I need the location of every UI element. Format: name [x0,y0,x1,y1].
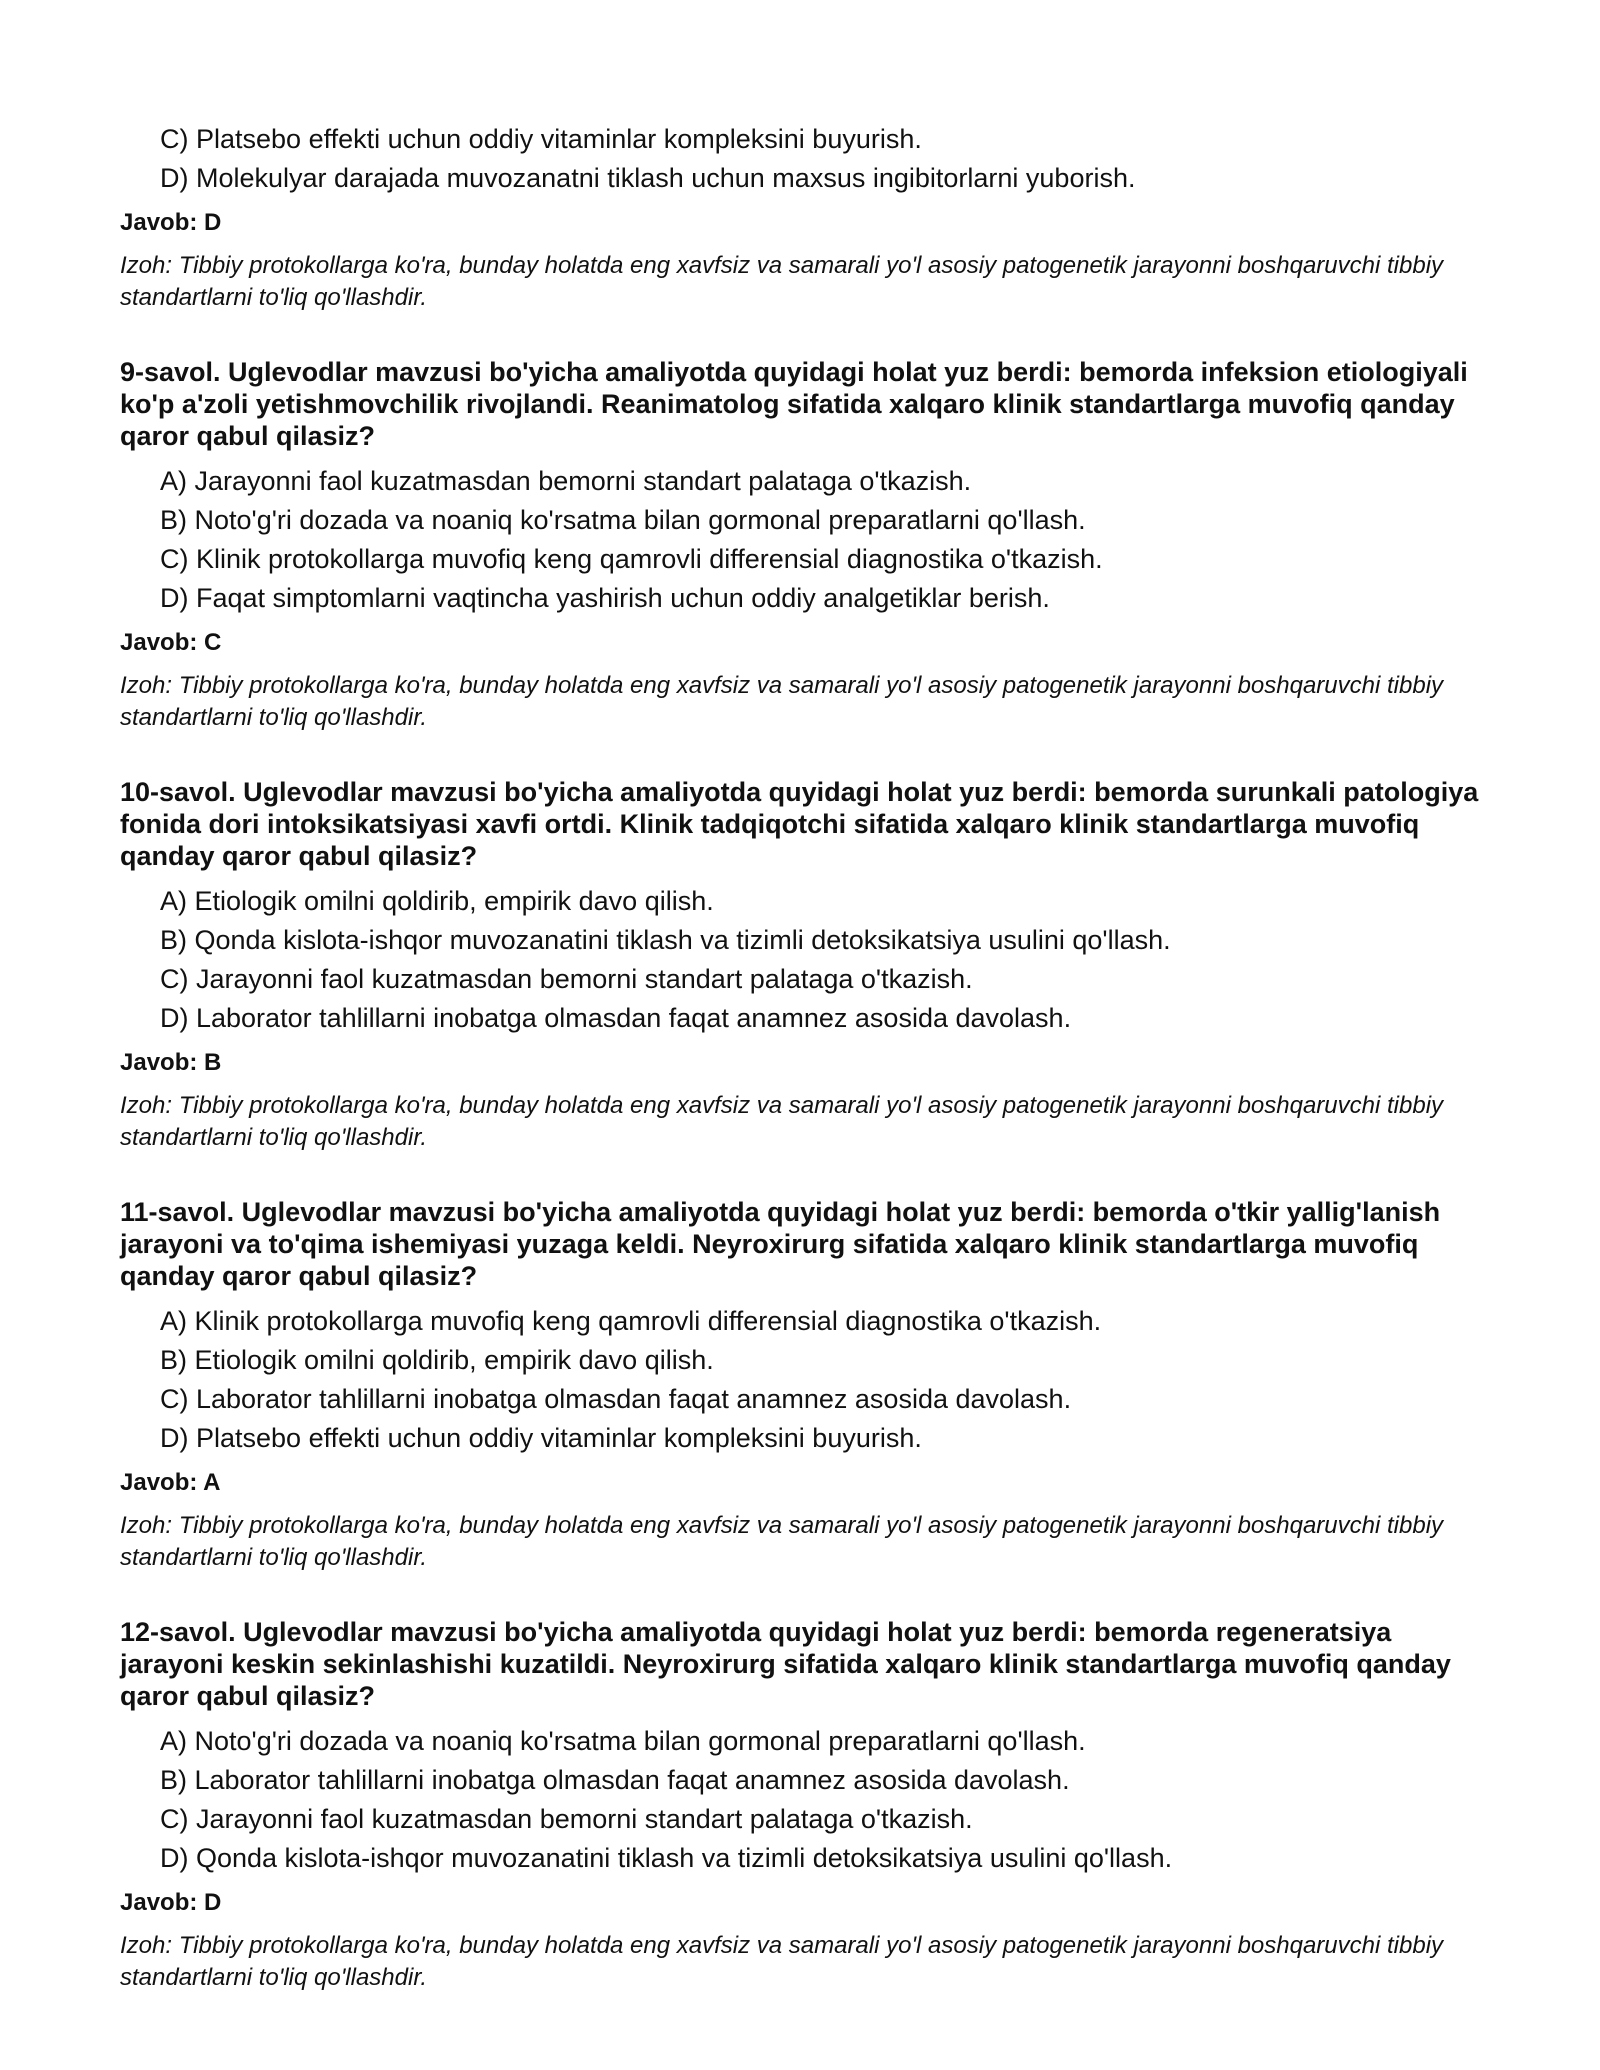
answer-option: C) Platsebo effekti uchun oddiy vitaminlar kompleksini buyurish. [160,124,922,154]
answer-option: D) Laborator tahlillarni inobatga olmasdan faqat anamnez asosida davolash. [160,1003,1072,1033]
correct-answer: Javob: D [120,1889,222,1916]
answer-option: A) Etiologik omilni qoldirib, empirik davo qilish. [160,886,714,916]
answer-option: B) Noto'g'ri dozada va noaniq ko'rsatma bilan gormonal preparatlarni qo'llash. [160,505,1086,535]
question-text: 9-savol. Uglevodlar mavzusi bo'yicha amaliyotda quyidagi holat yuz berdi: bemorda infeksion etiologiyali ko'p a'zoli yetishmovchilik rivojlandi. Reanimatolog sifatida xalqaro klinik standartlarga muvofiq qanday qaror qabul qilasiz? [120,357,1468,451]
explanation-note: Izoh: Tibbiy protokollarga ko'ra, bunday holatda eng xavfsiz va samarali yo'l asosiy patogenetik jarayonni boshqaruvchi tibbiy standartlarni to'liq qo'llashdir. [120,1932,1444,1991]
answer-option: D) Molekulyar darajada muvozanatni tiklash uchun maxsus ingibitorlarni yuborish. [160,163,1136,193]
explanation-note: Izoh: Tibbiy protokollarga ko'ra, bunday holatda eng xavfsiz va samarali yo'l asosiy patogenetik jarayonni boshqaruvchi tibbiy standartlarni to'liq qo'llashdir. [120,252,1444,311]
answer-option: C) Jarayonni faol kuzatmasdan bemorni standart palataga o'tkazish. [160,964,973,994]
explanation-note: Izoh: Tibbiy protokollarga ko'ra, bunday holatda eng xavfsiz va samarali yo'l asosiy patogenetik jarayonni boshqaruvchi tibbiy standartlarni to'liq qo'llashdir. [120,672,1444,731]
correct-answer: Javob: B [120,1049,222,1076]
answer-option: B) Etiologik omilni qoldirib, empirik davo qilish. [160,1345,714,1375]
question-block-10 [120,776,1490,1154]
answer-option: B) Laborator tahlillarni inobatga olmasdan faqat anamnez asosida davolash. [160,1765,1070,1795]
question-text: 11-savol. Uglevodlar mavzusi bo'yicha amaliyotda quyidagi holat yuz berdi: bemorda o'tkir yallig'lanish jarayoni va to'qima ishemiyasi yuzaga keldi. Neyroxirurg sifatida xalqaro klinik standartlarga muvofiq qanday qaror qabul qilasiz? [120,1197,1441,1291]
question-block-12 [120,1616,1490,1994]
answer-option: C) Jarayonni faol kuzatmasdan bemorni standart palataga o'tkazish. [160,1804,973,1834]
document-page [120,120,1490,1994]
answer-option: B) Qonda kislota-ishqor muvozanatini tiklash va tizimli detoksikatsiya usulini qo'llash. [160,925,1171,955]
previous-question-tail [120,120,1490,314]
question-block-11 [120,1196,1490,1574]
answer-option: D) Qonda kislota-ishqor muvozanatini tiklash va tizimli detoksikatsiya usulini qo'llash. [160,1843,1173,1873]
question-text: 12-savol. Uglevodlar mavzusi bo'yicha amaliyotda quyidagi holat yuz berdi: bemorda regeneratsiya jarayoni keskin sekinlashishi kuzatildi. Neyroxirurg sifatida xalqaro klinik standartlarga muvofiq qanday qaror qabul qilasiz? [120,1617,1451,1711]
correct-answer: Javob: A [120,1469,221,1496]
answer-option: A) Noto'g'ri dozada va noaniq ko'rsatma bilan gormonal preparatlarni qo'llash. [160,1726,1086,1756]
answer-option: A) Jarayonni faol kuzatmasdan bemorni standart palataga o'tkazish. [160,466,972,496]
explanation-note: Izoh: Tibbiy protokollarga ko'ra, bunday holatda eng xavfsiz va samarali yo'l asosiy patogenetik jarayonni boshqaruvchi tibbiy standartlarni to'liq qo'llashdir. [120,1512,1444,1571]
correct-answer: Javob: C [120,629,222,656]
answer-option: D) Platsebo effekti uchun oddiy vitaminlar kompleksini buyurish. [160,1423,922,1453]
answer-option: D) Faqat simptomlarni vaqtincha yashirish uchun oddiy analgetiklar berish. [160,583,1050,613]
question-text: 10-savol. Uglevodlar mavzusi bo'yicha amaliyotda quyidagi holat yuz berdi: bemorda surunkali patologiya fonida dori intoksikatsiyasi xavfi ortdi. Klinik tadqiqotchi sifatida xalqaro klinik standartlarga muvofiq qanday qaror qabul qilasiz? [120,777,1479,871]
explanation-note: Izoh: Tibbiy protokollarga ko'ra, bunday holatda eng xavfsiz va samarali yo'l asosiy patogenetik jarayonni boshqaruvchi tibbiy standartlarni to'liq qo'llashdir. [120,1092,1444,1151]
answer-option: A) Klinik protokollarga muvofiq keng qamrovli differensial diagnostika o'tkazish. [160,1306,1102,1336]
correct-answer: Javob: D [120,209,222,236]
answer-option: C) Klinik protokollarga muvofiq keng qamrovli differensial diagnostika o'tkazish. [160,544,1103,574]
answer-option: C) Laborator tahlillarni inobatga olmasdan faqat anamnez asosida davolash. [160,1384,1072,1414]
question-block-9 [120,356,1490,734]
